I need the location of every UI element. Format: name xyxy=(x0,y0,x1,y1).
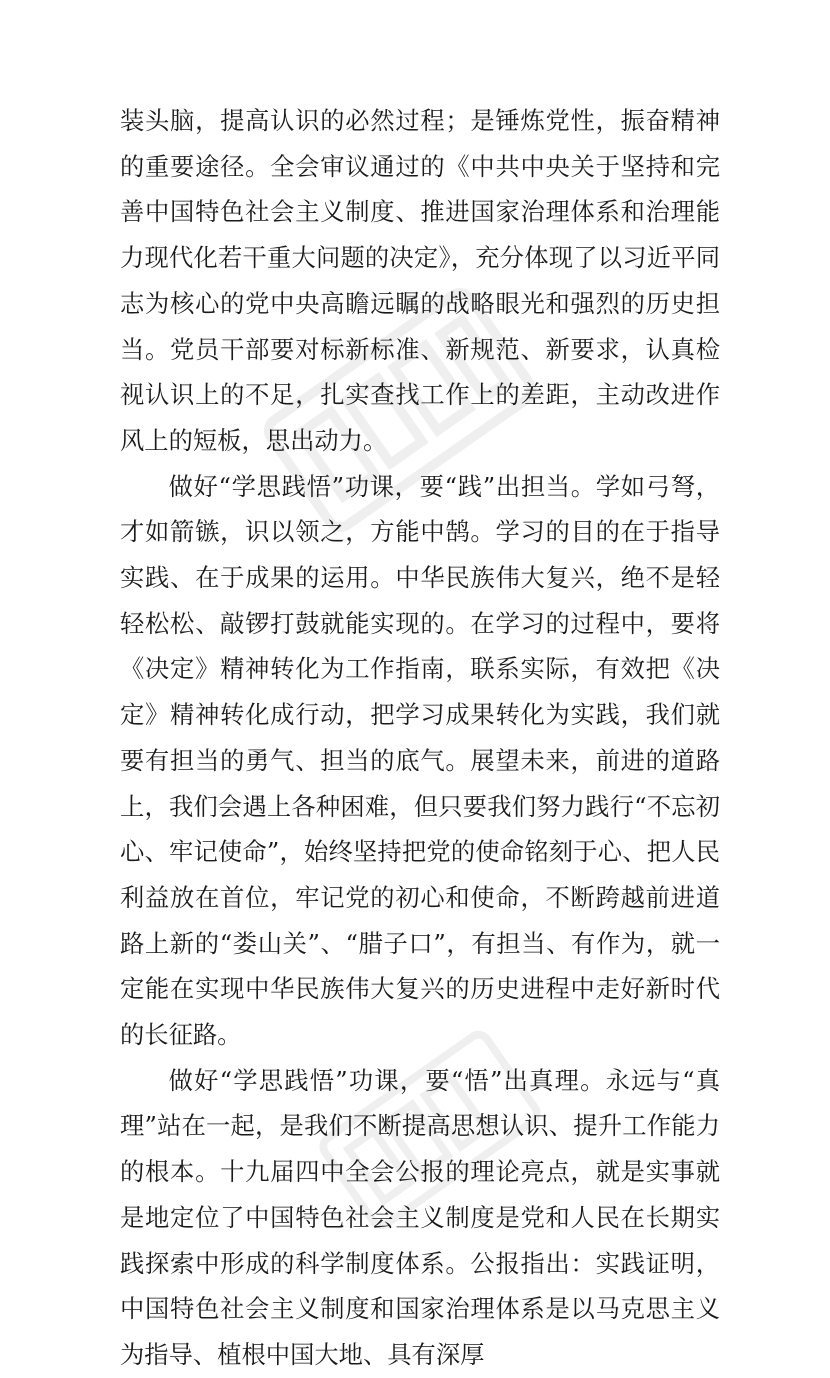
paragraph-3: 做好“学思践悟”功课，要“悟”出真理。永远与“真理”站在一起，是我们不断提高思想认识、提升工作能力的根本。十九届四中全会公报的理论亮点，就是实事就是地定位了中国特色社会主义制度是党和人民在长期实践探索中形成的科学制度体系。公报指出：实践证明，中国特色社会主义制度和国家治理体系是以马克思主义为指导、植根中国大地、具有深厚 xyxy=(120,1065,720,1369)
paragraph-2: 做好“学思践悟”功课，要“践”出担当。学如弓弩，才如箭镞，识以领之，方能中鹄。学习的目的在于指导实践、在于成果的运用。中华民族伟大复兴，绝不是轻轻松松、敲锣打鼓就能实现的。在学习的过程中，要将《决定》精神转化为工作指南，联系实际，有效把《决定》精神转化成行动，把学习成果转化为实践，我们就要有担当的勇气、担当的底气。展望未来，前进的道路上，我们会遇上各种困难，但只要我们努力践行“不忘初心、牢记使命”，始终坚持把党的使命铭刻于心、把人民利益放在首位，牢记党的初心和使命，不断跨越前进道路上新的“娄山关”、“腊子口”，有担当、有作为，就一定能在实现中华民族伟大复兴的历史进程中走好新时代的长征路。 xyxy=(120,471,720,1050)
paragraph-1: 装头脑，提高认识的必然过程；是锤炼党性，振奋精神的重要途径。全会审议通过的《中共中央关于坚持和完善中国特色社会主义制度、推进国家治理体系和治理能力现代化若干重大问题的决定》，充分体现了以习近平同志为核心的党中央高瞻远瞩的战略眼光和强烈的历史担当。党员干部要对标新标准、新规范、新要求，认真检视认识上的不足，扎实查找工作上的差距，主动改进作风上的短板，思出动力。 xyxy=(120,106,720,455)
document-body xyxy=(120,98,720,1378)
